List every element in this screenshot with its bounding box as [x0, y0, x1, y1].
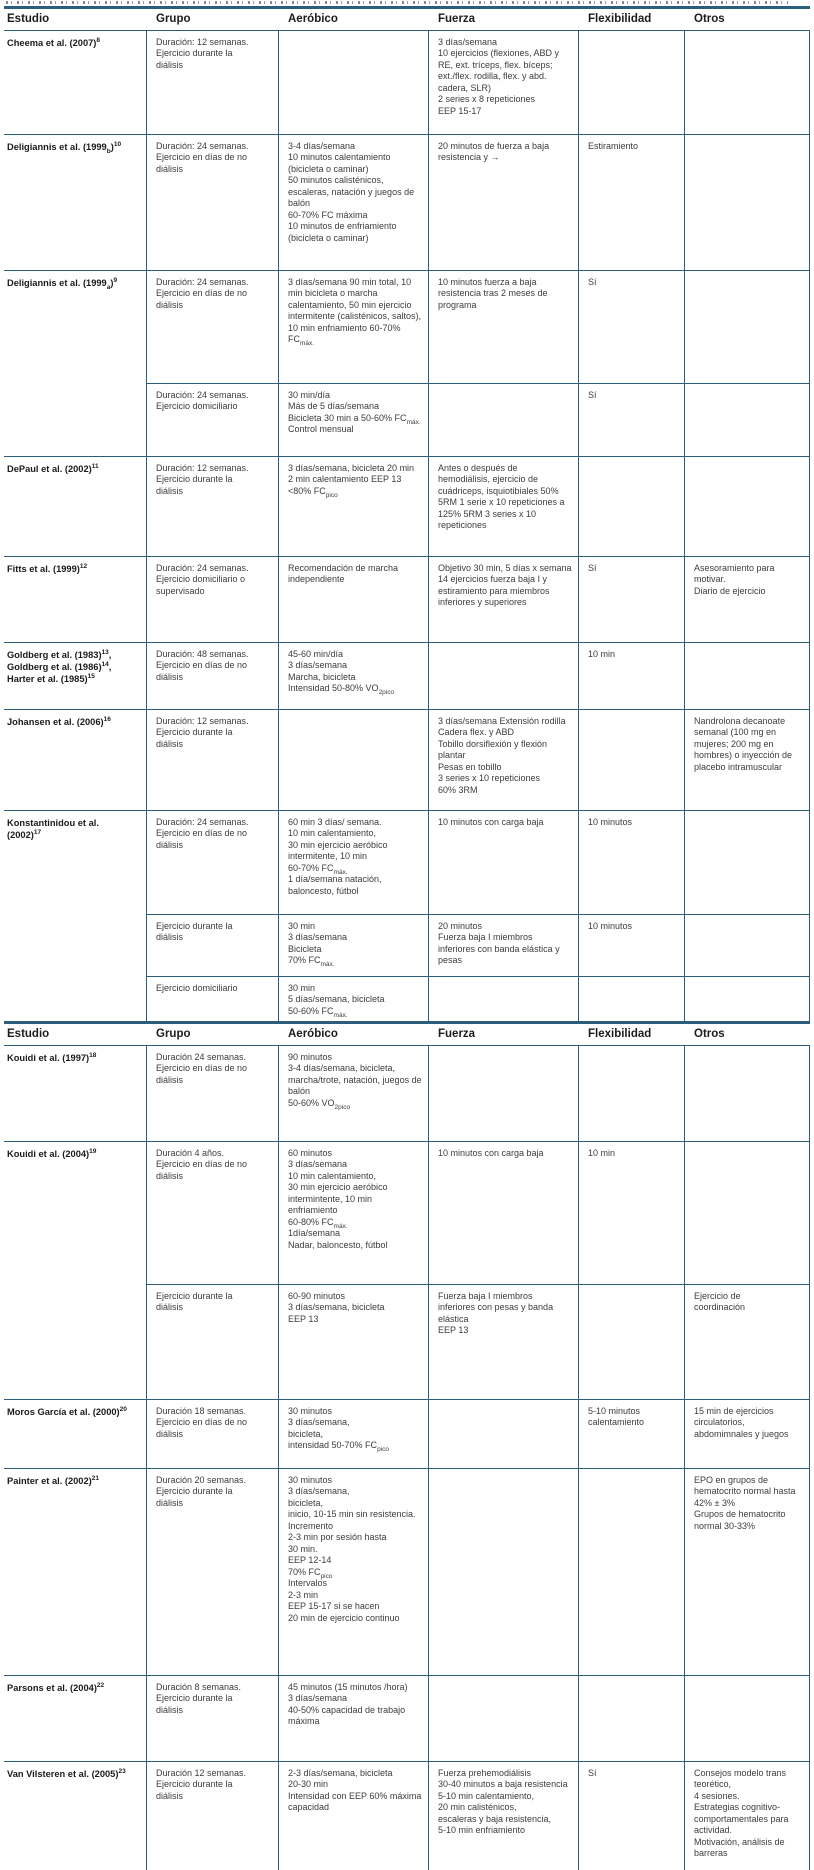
cell-grupo: Duración: 24 semanas. Ejercicio en días de no diálisis — [147, 271, 279, 383]
cell-grupo: Ejercicio durante la diálisis — [147, 1284, 279, 1399]
cell-otros — [685, 1046, 810, 1141]
cell-otros: Asesoramiento para motivar. Diario de ejercicio — [685, 557, 810, 642]
column-header-flexibilidad: Flexibilidad — [588, 12, 652, 25]
cell-grupo: Ejercicio domiciliario — [147, 976, 279, 1022]
cell-flexibilidad — [579, 457, 685, 556]
cell-flexibilidad: Sí — [579, 557, 685, 642]
study-row — [4, 271, 810, 457]
cell-grupo: Duración 8 semanas. Ejercicio durante la diálisis — [147, 1676, 279, 1761]
cell-grupo: Duración 4 años. Ejercicio en días de no diálisis — [147, 1142, 279, 1284]
study-subrows — [147, 1400, 810, 1468]
column-header-aer-bico: Aeróbico — [288, 1027, 338, 1040]
study-name: Kouidi et al. $(2004)^{19}$ — [4, 1142, 147, 1399]
study-row — [4, 643, 810, 710]
clipped-text-marks — [6, 1, 788, 4]
cell-grupo: Duración 18 semanas. Ejercicio en días de no diálisis — [147, 1400, 279, 1468]
cell-fuerza — [429, 643, 579, 709]
cell-aerobico: Recomendación de marcha independiente — [279, 557, 429, 642]
cell-otros — [685, 271, 810, 383]
group-subrow — [147, 1676, 810, 1761]
cell-grupo: Duración 12 semanas. Ejercicio durante la diálisis — [147, 1762, 279, 1870]
cell-fuerza: 3 días/semana Extensión rodilla Cadera flex. y ABD Tobillo dorsiflexión y flexión plantar Pesas en tobillo 3 series x 10 repeticiones 60% 3RM — [429, 710, 579, 810]
cell-flexibilidad: Estiramiento — [579, 135, 685, 270]
group-subrow — [147, 383, 810, 456]
cell-otros — [685, 976, 810, 1022]
cell-fuerza: Fuerza baja I miembros inferiores con pesas y banda elástica EEP 13 — [429, 1284, 579, 1399]
study-subrows — [147, 457, 810, 556]
cell-aerobico: 3 días/semana 90 min total, 10 min bicicleta o marcha calentamiento, 50 min ejercicio intermitente (calisténicos, saltos), 10 min enfriamiento 60-70% $FC_{máx.}$ — [279, 271, 429, 383]
cell-otros — [685, 914, 810, 976]
cell-aerobico: 30 min 5 días/semana, bicicleta 50-60% $FC_{máx.}$ — [279, 976, 429, 1022]
column-header-otros: Otros — [694, 12, 725, 25]
cell-aerobico: 30 min/día Más de 5 días/semana Bicicleta 30 min a 50-60% $FC_{máx.}$ Control mensual — [279, 383, 429, 456]
study-name: Kouidi et al. $(1997)^{18}$ — [4, 1046, 147, 1141]
cell-otros — [685, 643, 810, 709]
study-row — [4, 1142, 810, 1400]
study-name: Painter et al. $(2002)^{21}$ — [4, 1469, 147, 1675]
study-name: Johansen et al. $(2006)^{16}$ — [4, 710, 147, 810]
study-row — [4, 557, 810, 643]
group-subrow — [147, 557, 810, 642]
study-subrows — [147, 1046, 810, 1141]
study-name: Moros García et al. $(2000)^{20}$ — [4, 1400, 147, 1468]
study-subrows — [147, 1469, 810, 1675]
study-name: Goldberg et al. $(1983)^{13}$, Goldberg et al. $(1986)^{14}$, Harter et al. $(1985)^{15}$ — [4, 643, 147, 709]
study-subrows — [147, 271, 810, 456]
cell-fuerza: Fuerza prehemodiálisis 30-40 minutos a baja resistencia 5-10 min calentamiento, 20 min calisténicos, escaleras y baja resistencia, 5-10 min enfriamiento — [429, 1762, 579, 1870]
column-header-estudio: Estudio — [7, 12, 50, 25]
cell-aerobico: 60-90 minutos 3 días/semana, bicicleta EEP 13 — [279, 1284, 429, 1399]
cell-fuerza: 3 días/semana 10 ejercicios (flexiones, ABD y RE, ext. tríceps, flex. bíceps; ext./flex. rodilla, flex. y abd. cadera, SLR) 2 series x 8 repeticiones EEP 15-17 — [429, 31, 579, 134]
cell-grupo: Duración: 24 semanas. Ejercicio en días de no diálisis — [147, 811, 279, 914]
group-subrow — [147, 1284, 810, 1399]
study-row — [4, 31, 810, 135]
cell-flexibilidad — [579, 1284, 685, 1399]
cell-fuerza — [429, 1469, 579, 1675]
study-row — [4, 1469, 810, 1676]
cell-otros: 15 min de ejercicios circulatorios, abdomimnales y juegos — [685, 1400, 810, 1468]
cell-flexibilidad: Sí — [579, 383, 685, 456]
cell-flexibilidad — [579, 1469, 685, 1675]
study-name: Fitts et al. $(1999)^{12}$ — [4, 557, 147, 642]
group-subrow — [147, 976, 810, 1022]
group-subrow — [147, 1762, 810, 1870]
group-subrow — [147, 710, 810, 810]
cell-flexibilidad: 10 min — [579, 1142, 685, 1284]
column-header-otros: Otros — [694, 1027, 725, 1040]
cell-otros: EPO en grupos de hematocrito normal hasta 42% ± 3% Grupos de hematocrito normal 30-33% — [685, 1469, 810, 1675]
cell-fuerza: Antes o después de hemodiálisis, ejercicio de cuádriceps, isquiotibiales 50% 5RM 1 serie x 10 repeticiones a 125% 5RM 3 series x 10 repeticiones — [429, 457, 579, 556]
cell-aerobico: 3-4 días/semana 10 minutos calentamiento (bicicleta o caminar) 50 minutos calisténicos, escaleras, natación y juegos de balón 60-70% FC máxima 10 minutos de enfriamiento (bicicleta o caminar) — [279, 135, 429, 270]
cell-aerobico: 30 minutos 3 días/semana, bicicleta, inicio, 10-15 min sin resistencia. Incremento 2-3 min por sesión hasta 30 min. EEP 12-14 70% $FC_{pico}$ Intervalos 2-3 min EEP 15-17 si se hacen 20 min de ejercicio continuo — [279, 1469, 429, 1675]
cell-grupo: Duración 20 semanas. Ejercicio durante la diálisis — [147, 1469, 279, 1675]
cell-fuerza: 20 minutos de fuerza a baja resistencia y → — [429, 135, 579, 270]
study-name: Cheema et al. $(2007)^8$ — [4, 31, 147, 134]
study-row — [4, 1676, 810, 1762]
group-subrow — [147, 643, 810, 709]
cell-fuerza — [429, 1676, 579, 1761]
group-subrow — [147, 135, 810, 270]
study-row — [4, 811, 810, 1022]
study-row — [4, 1400, 810, 1469]
study-name: DePaul et al. $(2002)^{11}$ — [4, 457, 147, 556]
column-header-fuerza: Fuerza — [438, 12, 476, 25]
cell-fuerza — [429, 1400, 579, 1468]
cell-otros — [685, 31, 810, 134]
cell-grupo: Duración: 24 semanas. Ejercicio domiciliario o supervisado — [147, 557, 279, 642]
study-row — [4, 1762, 810, 1870]
study-name: Deligiannis et al. $(1999_a)^9$ — [4, 271, 147, 456]
table-header-row — [4, 1024, 810, 1046]
group-subrow — [147, 457, 810, 556]
cell-flexibilidad — [579, 1046, 685, 1141]
cell-fuerza: 10 minutos con carga baja — [429, 811, 579, 914]
study-row — [4, 135, 810, 271]
study-name: Konstantinidou et al. $(2002)^{17}$ — [4, 811, 147, 1022]
study-subrows — [147, 643, 810, 709]
cell-aerobico: 45 minutos (15 minutos /hora) 3 días/semana 40-50% capacidad de trabajo máxima — [279, 1676, 429, 1761]
cell-aerobico: 45-60 min/día 3 días/semana Marcha, bicicleta Intensidad 50-80% $VO_{2pico}$ — [279, 643, 429, 709]
cell-fuerza — [429, 1046, 579, 1141]
cell-otros — [685, 135, 810, 270]
cell-aerobico — [279, 710, 429, 810]
column-header-flexibilidad: Flexibilidad — [588, 1027, 652, 1040]
cell-otros — [685, 811, 810, 914]
cell-aerobico — [279, 31, 429, 134]
study-name: Van Vilsteren et al. $(2005)^{23}$ — [4, 1762, 147, 1870]
cell-aerobico: 90 minutos 3-4 días/semana, bicicleta, marcha/trote, natación, juegos de balón 50-60% $VO_{2pico}$ — [279, 1046, 429, 1141]
study-name: Parsons et al. $(2004)^{22}$ — [4, 1676, 147, 1761]
cell-flexibilidad: Sí — [579, 1762, 685, 1870]
cell-grupo: Duración: 12 semanas. Ejercicio durante la diálisis — [147, 710, 279, 810]
cell-flexibilidad: 10 minutos — [579, 811, 685, 914]
group-subrow — [147, 1400, 810, 1468]
column-header-grupo: Grupo — [156, 1027, 191, 1040]
group-subrow — [147, 811, 810, 914]
cell-otros — [685, 1676, 810, 1761]
cell-flexibilidad: 10 minutos — [579, 914, 685, 976]
cell-grupo: Duración: 48 semanas. Ejercicio en días de no diálisis — [147, 643, 279, 709]
study-row — [4, 457, 810, 557]
group-subrow — [147, 1142, 810, 1284]
study-row — [4, 710, 810, 811]
cell-otros: Ejercicio de coordinación — [685, 1284, 810, 1399]
cell-aerobico: 2-3 días/semana, bicicleta 20-30 min Intensidad con EEP 60% máxima capacidad — [279, 1762, 429, 1870]
cell-flexibilidad — [579, 1676, 685, 1761]
group-subrow — [147, 914, 810, 976]
cell-aerobico: 60 min 3 días/ semana. 10 min calentamiento, 30 min ejercicio aeróbico intermitente, 10 min 60-70% $FC_{máx.}$ 1 día/semana natación, baloncesto, fútbol — [279, 811, 429, 914]
cell-grupo: Duración: 12 semanas. Ejercicio durante la diálisis — [147, 457, 279, 556]
column-header-fuerza: Fuerza — [438, 1027, 476, 1040]
cell-fuerza: 10 minutos fuerza a baja resistencia tras 2 meses de programa — [429, 271, 579, 383]
cell-grupo: Duración 24 semanas. Ejercicio en días de no diálisis — [147, 1046, 279, 1141]
cell-flexibilidad: 5-10 minutos calentamiento — [579, 1400, 685, 1468]
cell-otros — [685, 383, 810, 456]
cell-fuerza: 20 minutos Fuerza baja I miembros inferiores con banda elástica y pesas — [429, 914, 579, 976]
study-subrows — [147, 811, 810, 1022]
study-subrows — [147, 31, 810, 134]
cell-grupo: Ejercicio durante la diálisis — [147, 914, 279, 976]
cell-fuerza — [429, 976, 579, 1022]
group-subrow — [147, 31, 810, 134]
cell-grupo: Duración: 24 semanas. Ejercicio domiciliario — [147, 383, 279, 456]
study-subrows — [147, 135, 810, 270]
study-row — [4, 1046, 810, 1142]
cell-grupo: Duración: 12 semanas. Ejercicio durante la diálisis — [147, 31, 279, 134]
study-subrows — [147, 1762, 810, 1870]
group-subrow — [147, 1046, 810, 1141]
study-name: Deligiannis et al. $(1999_b)^{10}$ — [4, 135, 147, 270]
study-subrows — [147, 1676, 810, 1761]
cell-otros: Consejos modelo trans teorético, 4 sesiones. Estrategias cognitivo-comportamentales para actividad. Motivación, análisis de barreras — [685, 1762, 810, 1870]
cell-flexibilidad — [579, 31, 685, 134]
study-subrows — [147, 1142, 810, 1399]
cell-aerobico: 60 minutos 3 días/semana 10 min calentamiento, 30 min ejercicio aeróbico intermintente, 10 min enfriamiento 60-80% $FC_{máx.}$ 1día/semana Nadar, baloncesto, fútbol — [279, 1142, 429, 1284]
cell-aerobico: 30 min 3 días/semana Bicicleta 70% $FC_{máx.}$ — [279, 914, 429, 976]
column-header-grupo: Grupo — [156, 12, 191, 25]
cell-flexibilidad — [579, 710, 685, 810]
cell-flexibilidad: Sí — [579, 271, 685, 383]
cell-fuerza: Objetivo 30 min, 5 días x semana 14 ejercicios fuerza baja I y estiramiento para miembros inferiores y superiores — [429, 557, 579, 642]
cell-aerobico: 3 días/semana, bicicleta 20 min 2 min calentamiento EEP 13 <80% $FC_{pico}$ — [279, 457, 429, 556]
cell-otros — [685, 457, 810, 556]
table-header-row — [4, 9, 810, 31]
column-header-estudio: Estudio — [7, 1027, 50, 1040]
group-subrow — [147, 1469, 810, 1675]
cell-otros: Nandrolona decanoate semanal (100 mg en mujeres; 200 mg en hombres) o inyección de placebo intramuscular — [685, 710, 810, 810]
group-subrow — [147, 271, 810, 383]
cell-otros — [685, 1142, 810, 1284]
cell-aerobico: 30 minutos 3 días/semana, bicicleta, intensidad 50-70% $FC_{pico}$ — [279, 1400, 429, 1468]
cell-fuerza: 10 minutos con carga baja — [429, 1142, 579, 1284]
cell-fuerza — [429, 383, 579, 456]
cell-flexibilidad — [579, 976, 685, 1022]
cell-flexibilidad: 10 min — [579, 643, 685, 709]
study-table — [4, 0, 810, 1870]
study-subrows — [147, 557, 810, 642]
study-subrows — [147, 710, 810, 810]
cell-grupo: Duración: 24 semanas. Ejercicio en días de no diálisis — [147, 135, 279, 270]
column-header-aer-bico: Aeróbico — [288, 12, 338, 25]
